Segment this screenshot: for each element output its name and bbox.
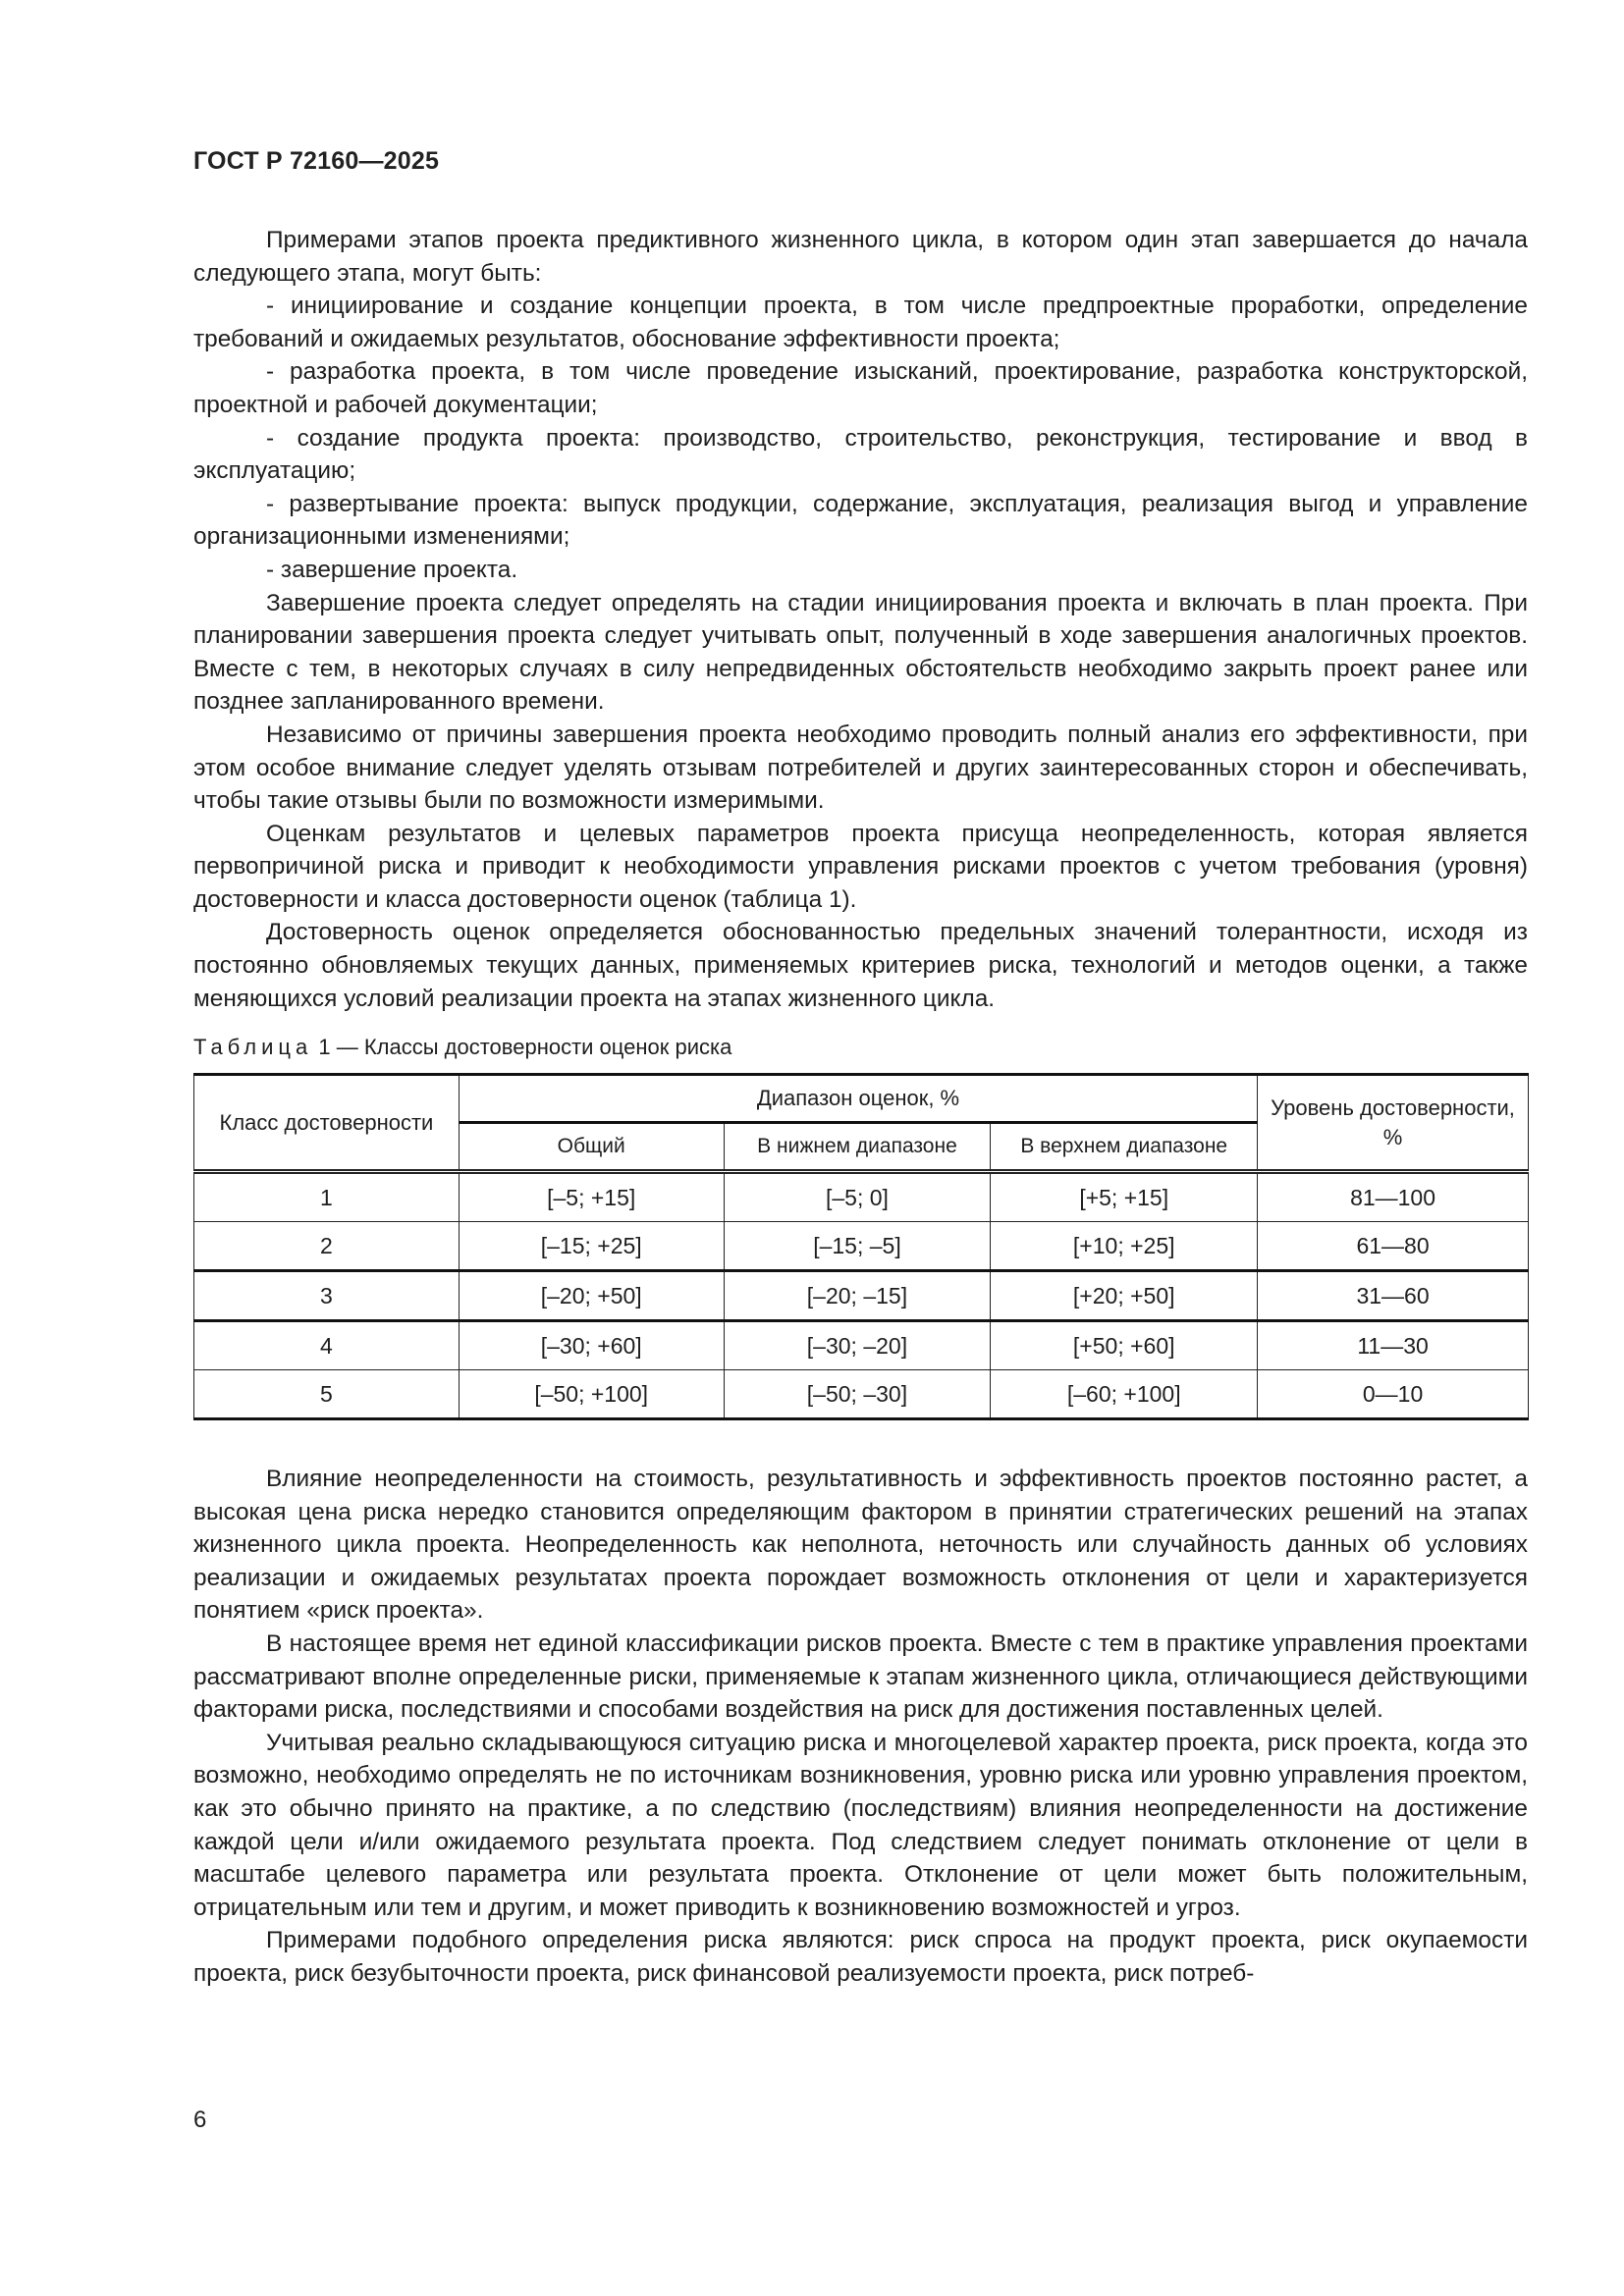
paragraph: Независимо от причины завершения проекта необходимо проводить полный анализ его эффективности, при этом особое внимание следует уделять отзывам потребителей и других заинтересованных сторон и обеспечивать, чтобы такие отзывы были по возможности измеримыми. (193, 721, 1528, 815)
paragraph: Учитывая реально складывающуюся ситуацию риска и многоцелевой характер проекта, риск проекта, когда это возможно, необходимо определять не по источникам возникновения, уровню риска или уровню управления проектом, как это обычно принято на практике, а по следствию (последствиям) влияния неопределенности на достижение каждой цели и/или ожидаемого результата проекта. Под следствием следует понимать отклонение от цели в масштабе целевого параметра или результата проекта. Отклонение от цели может быть положительным, отрицательным или тем и другим, и может приводить к возникновению возможностей и угроз. (193, 1729, 1528, 1921)
document-id-header: ГОСТ Р 72160—2025 (193, 147, 440, 175)
list-item: - инициирование и создание концепции проекта, в том числе предпроектные проработки, определение требований и ожидаемых результатов, обоснование эффективности проекта; (193, 293, 1528, 352)
table-row (194, 1271, 1529, 1321)
list-item: - разработка проекта, в том числе проведение изысканий, проектирование, разработка конструкторской, проектной и рабочей документации; (193, 358, 1528, 418)
cell-lower: [–30; –20] (724, 1321, 991, 1370)
table-caption-label: Таблица (193, 1035, 313, 1059)
cell-level: 11—30 (1258, 1321, 1529, 1370)
cell-general: [–50; +100] (459, 1370, 724, 1419)
paragraph: Завершение проекта следует определять на стадии инициирования проекта и включать в план проекта. При планировании завершения проекта следует учитывать опыт, полученный в ходе завершения аналогичных проектов. Вместе с тем, в некоторых случаях в силу непредвиденных обстоятельств необходимо закрыть проект ранее или позднее запланированного времени. (193, 589, 1528, 716)
cell-general: [–5; +15] (459, 1172, 724, 1222)
cell-class: 5 (194, 1370, 460, 1419)
cell-upper: [+50; +60] (991, 1321, 1258, 1370)
table-row (194, 1222, 1529, 1271)
paragraph: Оценкам результатов и целевых параметров проекта присуща неопределенность, которая является первопричиной риска и приводит к необходимости управления рисками проектов с учетом требования (уровня) достоверности и класса достоверности оценок (таблица 1). (193, 820, 1528, 913)
cell-lower: [–20; –15] (724, 1271, 991, 1321)
header-lower: В нижнем диапазоне (724, 1123, 991, 1172)
list-item: - создание продукта проекта: производство, строительство, реконструкция, тестирование и ввод в эксплуатацию; (193, 424, 1528, 485)
reliability-classes-table (193, 1073, 1529, 1420)
cell-class: 3 (194, 1271, 460, 1321)
cell-lower: [–5; 0] (724, 1172, 991, 1222)
paragraph: Достоверность оценок определяется обоснованностью предельных значений толерантности, исходя из постоянно обновляемых текущих данных, применяемых критериев риска, технологий и методов оценки, а также меняющихся условий реализации проекта на этапах жизненного цикла. (193, 919, 1528, 1012)
table-row (194, 1172, 1529, 1222)
cell-general: [–20; +50] (459, 1271, 724, 1321)
paragraph: Влияние неопределенности на стоимость, результативность и эффективность проектов постоянно растет, а высокая цена риска нередко становится определяющим фактором в принятии стратегических решений на этапах жизненного цикла проекта. Неопределенность как неполнота, неточность или случайность данных об условиях реализации и ожидаемых результатах проекта порождает возможность отклонения от цели и характеризуется понятием «риск проекта». (193, 1466, 1528, 1625)
cell-upper: [+5; +15] (991, 1172, 1258, 1222)
cell-class: 4 (194, 1321, 460, 1370)
cell-upper: [+20; +50] (991, 1271, 1258, 1321)
cell-upper: [–60; +100] (991, 1370, 1258, 1419)
paragraph: В настоящее время нет единой классификации рисков проекта. Вместе с тем в практике управления проектами рассматривают вполне определенные риски, применяемые к этапам жизненного цикла, отличающиеся действующими факторами риска, последствиями и способами воздействия на риск для достижения поставленных целей. (193, 1629, 1528, 1724)
header-upper: В верхнем диапазоне (991, 1123, 1258, 1172)
cell-level: 0—10 (1258, 1370, 1529, 1419)
body-text-block-top (193, 224, 1528, 1015)
cell-level: 31—60 (1258, 1271, 1529, 1321)
header-general: Общий (459, 1123, 724, 1172)
header-class: Класс достоверности (194, 1075, 460, 1172)
cell-general: [–30; +60] (459, 1321, 724, 1370)
cell-class: 2 (194, 1222, 460, 1271)
cell-level: 61—80 (1258, 1222, 1529, 1271)
table-caption-title: 1 — Классы достоверности оценок риска (312, 1035, 732, 1059)
table-row (194, 1321, 1529, 1370)
cell-class: 1 (194, 1172, 460, 1222)
cell-level: 81—100 (1258, 1172, 1529, 1222)
header-range-group: Диапазон оценок, % (459, 1075, 1257, 1123)
paragraph: Примерами этапов проекта предиктивного жизненного цикла, в котором один этап завершается до начала следующего этапа, могут быть: (193, 227, 1528, 287)
list-item: - завершение проекта. (266, 556, 518, 583)
cell-upper: [+10; +25] (991, 1222, 1258, 1271)
page-number: 6 (193, 2107, 207, 2133)
list-item: - развертывание проекта: выпуск продукции, содержание, эксплуатация, реализация выгод и управление организационными изменениями; (193, 490, 1528, 551)
body-text-block-bottom (193, 1463, 1528, 1991)
cell-lower: [–50; –30] (724, 1370, 991, 1419)
paragraph: Примерами подобного определения риска являются: риск спроса на продукт проекта, риск окупаемости проекта, риск безубыточности проекта, риск финансовой реализуемости проекта, риск потреб- (193, 1927, 1528, 1987)
table-caption (193, 1033, 731, 1062)
header-level: Уровень достоверности, % (1258, 1075, 1529, 1172)
cell-general: [–15; +25] (459, 1222, 724, 1271)
table-row (194, 1370, 1529, 1419)
cell-lower: [–15; –5] (724, 1222, 991, 1271)
